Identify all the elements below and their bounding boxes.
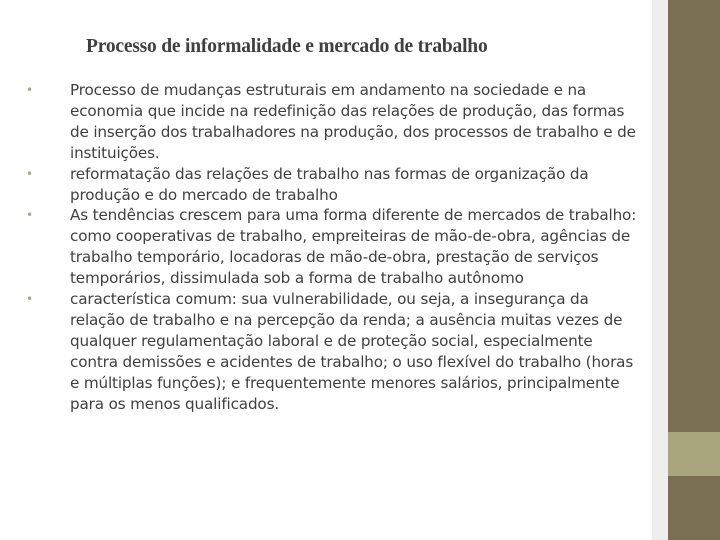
bullet-icon: • <box>26 166 33 181</box>
slide-title: Processo de informalidade e mercado de trabalho <box>86 36 488 57</box>
bullet-icon: • <box>26 292 33 307</box>
bullet-text: característica comum: sua vulnerabilidade, ou seja, a insegurança da relação de trabalho e na percepção da renda; a ausência muitas vezes de qualquer regulamentação laboral e de proteção social, especialmente contra demissões e acidentes de trabalho; o uso flexível do trabalho (horas e múltiplas funções); e frequentemente menores salários, principalmente para os menos qualificados. <box>70 290 634 413</box>
bullet-item <box>26 80 644 164</box>
bullet-text: reformatação das relações de trabalho nas formas de organização da produção e do mercado de trabalho <box>70 164 589 204</box>
bullet-item <box>26 289 644 414</box>
bullet-text: Processo de mudanças estruturais em andamento na sociedade e na economia que incide na redefinição das relações de produção, das formas de inserção dos trabalhadores na produção, dos processos de trabalho e de instituições. <box>70 81 636 162</box>
bullet-icon: • <box>26 208 33 223</box>
side-accent-block <box>668 432 720 476</box>
bullet-text: As tendências crescem para uma forma diferente de mercados de trabalho: como cooperativas de trabalho, empreiteiras de mão-de-obra, agências de trabalho temporário, locadoras de mão-de-obra, prestação de serviços temporários, dissimulada sob a forma de trabalho autônomo <box>70 206 637 288</box>
bullet-item <box>26 205 644 289</box>
bullet-item <box>26 164 644 206</box>
side-divider <box>652 0 668 540</box>
bullet-icon: • <box>26 83 33 97</box>
bullet-list <box>26 80 644 415</box>
